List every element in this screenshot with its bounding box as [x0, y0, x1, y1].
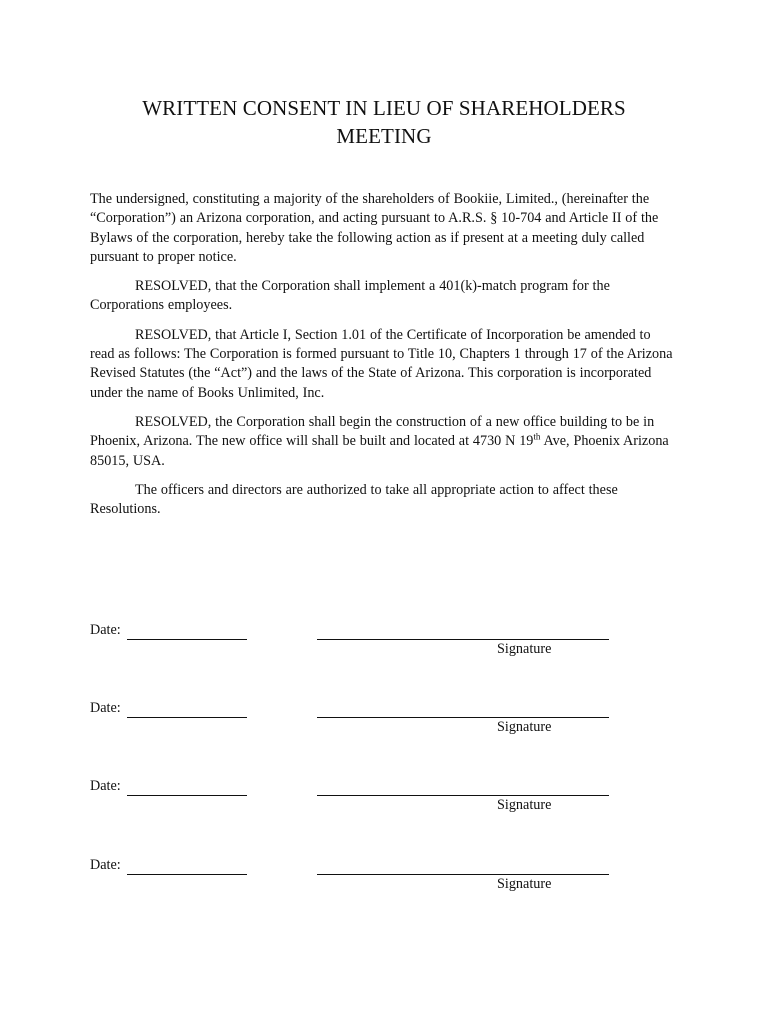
signature-label: Signature: [497, 797, 552, 813]
resolution-2: RESOLVED, that Article I, Section 1.01 of the Certificate of Incorporation be amended to read as follows: The Corporation is formed pursuant to Title 10, Chapters 1 through 17 of the Arizona Revised Statutes (the “Act”) and the laws of the State of Arizona. This corporation is incorporated under the name of Books Unlimited, Inc.: [90, 326, 673, 401]
signature-field[interactable]: [317, 795, 609, 796]
signature-field[interactable]: [317, 874, 609, 875]
signature-label: Signature: [497, 641, 552, 657]
title-line-2: MEETING: [336, 124, 432, 148]
date-label: Date:: [90, 778, 121, 794]
resolution-3: [90, 413, 678, 471]
signature-label: Signature: [497, 719, 552, 735]
signature-block-1: [90, 622, 678, 662]
document-body: [90, 190, 678, 529]
resolution-3-text-end: Ave, Phoenix Arizona 85015, USA.: [90, 433, 669, 469]
date-label: Date:: [90, 700, 121, 716]
intro-paragraph: The undersigned, constituting a majority of the shareholders of Bookiie, Limited., (hereinafter the “Corporation”) an Arizona corporation, and acting pursuant to A.R.S. § 10-704 and Article II of the Bylaws of the corporation, hereby take the following action as if present at a meeting duly called pursuant to proper notice.: [90, 191, 659, 265]
date-field[interactable]: [127, 795, 247, 796]
signature-label: Signature: [497, 876, 552, 892]
title-line-1: WRITTEN CONSENT IN LIEU OF SHAREHOLDERS: [142, 96, 626, 120]
document-title: [90, 94, 678, 150]
closing-paragraph: The officers and directors are authorized to take all appropriate action to affect these Resolutions.: [90, 481, 618, 518]
signature-block-3: [90, 778, 678, 818]
signature-field[interactable]: [317, 639, 609, 640]
resolution-3-text: RESOLVED, the Corporation shall begin the construction of a new office building to be in Phoenix, Arizona. The new office will shall be built and located at 4730 N 19: [90, 413, 655, 450]
resolution-1: RESOLVED, that the Corporation shall implement a 401(k)-match program for the Corporations employees.: [90, 278, 610, 314]
signature-field[interactable]: [317, 717, 609, 718]
ordinal-suffix: th: [533, 431, 541, 442]
date-label: Date:: [90, 622, 121, 638]
date-label: Date:: [90, 857, 121, 873]
date-field[interactable]: [127, 639, 247, 640]
signature-block-2: [90, 700, 678, 740]
date-field[interactable]: [127, 717, 247, 718]
signature-block-4: [90, 857, 678, 897]
date-field[interactable]: [127, 874, 247, 875]
